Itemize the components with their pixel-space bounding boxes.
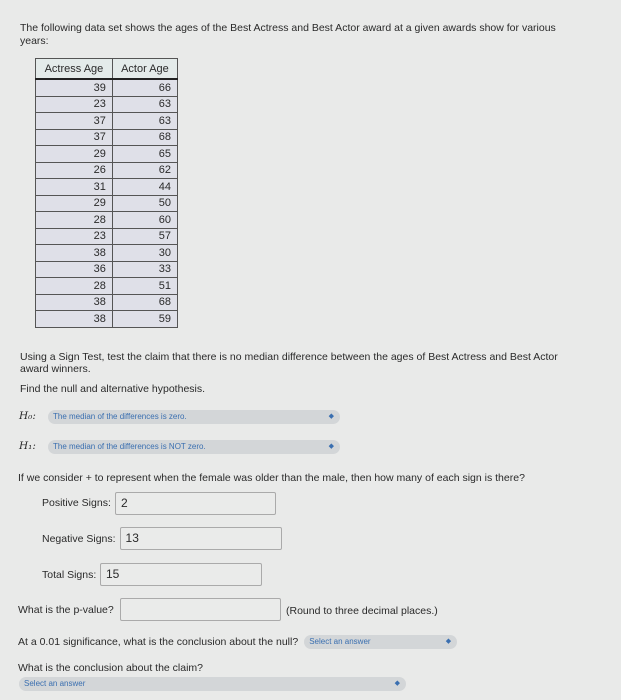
select-arrows-icon: ◆ xyxy=(394,680,400,687)
actor-age-cell: 63 xyxy=(112,96,177,113)
actress-age-cell: 37 xyxy=(36,129,113,146)
actor-age-cell: 60 xyxy=(112,212,177,229)
actor-age-cell: 66 xyxy=(112,79,177,96)
h1-label: H₁: xyxy=(19,440,36,452)
select-arrows-icon: ◆ xyxy=(328,413,334,420)
actor-age-cell: 50 xyxy=(112,195,177,212)
actress-age-cell: 29 xyxy=(36,146,113,163)
actress-age-cell: 29 xyxy=(36,195,113,212)
actor-age-cell: 68 xyxy=(112,294,177,311)
actor-age-cell: 62 xyxy=(112,162,177,179)
actor-age-cell: 63 xyxy=(112,113,177,130)
h0-label: H₀: xyxy=(19,410,36,422)
negative-row xyxy=(42,527,282,550)
h1-value: The median of the differences is NOT zero. xyxy=(53,442,206,451)
negative-input[interactable]: 13 xyxy=(120,527,282,550)
table-row xyxy=(36,96,178,113)
actress-age-cell: 28 xyxy=(36,212,113,229)
total-input[interactable]: 15 xyxy=(100,563,262,586)
actor-age-cell: 51 xyxy=(112,278,177,295)
find-hypothesis-text: Find the null and alternative hypothesis. xyxy=(20,383,206,395)
table-row xyxy=(36,212,178,229)
actor-age-cell: 65 xyxy=(112,146,177,163)
intro-text: The following data set shows the ages of the Best Actress and Best Actor award at a given awards show for various years: xyxy=(20,22,556,47)
claim-conclusion-label: What is the conclusion about the claim? xyxy=(18,662,204,674)
actor-age-cell: 59 xyxy=(112,311,177,328)
actress-age-cell: 23 xyxy=(36,96,113,113)
positive-input[interactable]: 2 xyxy=(115,492,276,515)
table-row xyxy=(36,294,178,311)
h0-value: The median of the differences is zero. xyxy=(53,412,187,421)
h1-select[interactable] xyxy=(48,440,340,454)
actor-age-cell: 44 xyxy=(112,179,177,196)
actress-age-cell: 38 xyxy=(36,294,113,311)
actor-age-cell: 30 xyxy=(112,245,177,262)
claim-conclusion-value: Select an answer xyxy=(24,679,86,688)
negative-label: Negative Signs: xyxy=(42,532,116,545)
actor-age-cell: 68 xyxy=(112,129,177,146)
pvalue-input[interactable] xyxy=(120,598,281,621)
table-row xyxy=(36,146,178,163)
total-label: Total Signs: xyxy=(42,569,97,581)
table-row xyxy=(36,179,178,196)
null-conclusion-value: Select an answer xyxy=(309,637,371,646)
table-row xyxy=(36,245,178,262)
actress-age-cell: 36 xyxy=(36,261,113,278)
table-row xyxy=(36,228,178,245)
actress-age-cell: 38 xyxy=(36,311,113,328)
select-arrows-icon: ◆ xyxy=(445,638,452,645)
actor-age-cell: 33 xyxy=(112,261,177,278)
h0-select[interactable] xyxy=(48,410,340,424)
pvalue-note: (Round to three decimal places.) xyxy=(286,605,438,617)
actress-age-cell: 31 xyxy=(36,179,113,196)
data-table xyxy=(35,58,178,328)
table-row xyxy=(36,79,178,96)
null-conclusion-select[interactable] xyxy=(304,635,457,649)
col-header-actress: Actress Age xyxy=(36,59,113,80)
table-row xyxy=(36,278,178,295)
actress-age-cell: 26 xyxy=(36,162,113,179)
actor-age-cell: 57 xyxy=(112,228,177,245)
actress-age-cell: 37 xyxy=(36,113,113,130)
actress-age-cell: 23 xyxy=(36,228,113,245)
positive-label: Positive Signs: xyxy=(42,497,111,509)
claim-text: Using a Sign Test, test the claim that there is no median difference between the ages of Best Actress and Best Actor award winners. xyxy=(20,351,558,375)
table-row xyxy=(36,261,178,278)
claim-conclusion-select[interactable] xyxy=(19,677,406,691)
table-row xyxy=(36,113,178,130)
table-row xyxy=(36,195,178,212)
table-row xyxy=(36,129,178,146)
col-header-actor: Actor Age xyxy=(112,59,177,80)
actress-age-cell: 38 xyxy=(36,245,113,262)
actress-age-cell: 39 xyxy=(36,79,113,96)
pvalue-label: What is the p-value? xyxy=(18,604,114,616)
sign-question: If we consider + to represent when the female was older than the male, then how many of each sign is there? xyxy=(18,472,525,484)
actress-age-cell: 28 xyxy=(36,278,113,295)
table-row xyxy=(36,311,178,328)
null-conclusion-row xyxy=(18,635,457,649)
select-arrows-icon: ◆ xyxy=(328,443,334,450)
table-row xyxy=(36,162,178,179)
null-conclusion-label: At a 0.01 significance, what is the conclusion about the null? xyxy=(18,636,299,648)
